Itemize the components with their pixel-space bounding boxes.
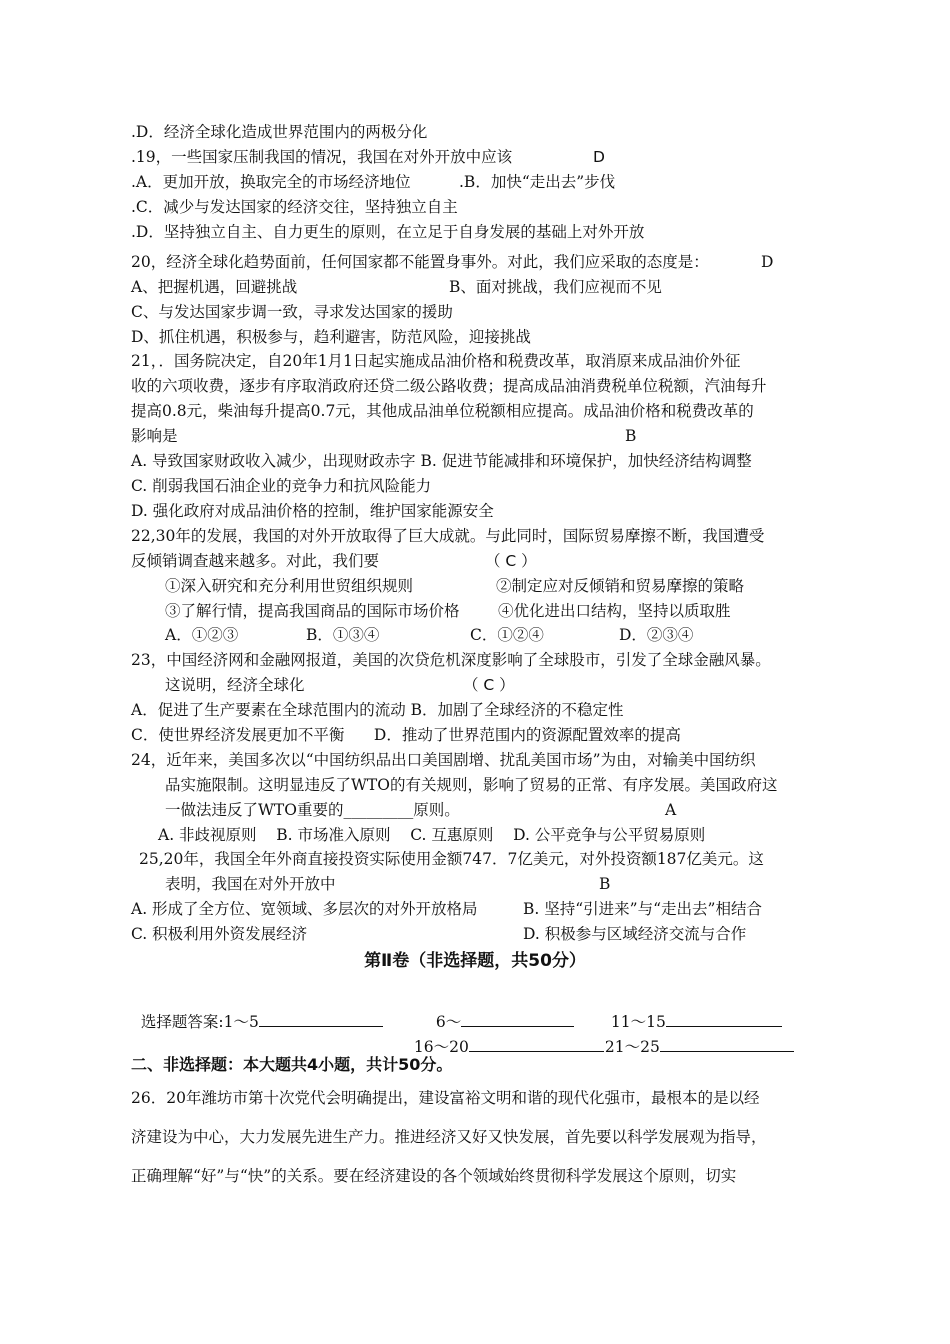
range-11-label: 11～15	[610, 1013, 666, 1031]
q26-line-1: 26．20年潍坊市第十次党代会明确提出，建设富裕文明和谐的现代化强市，最根本的是以经	[131, 1089, 760, 1107]
q23-answer: （ C ）	[463, 676, 515, 694]
q22-option-d: D．②③④	[619, 626, 694, 644]
q21-option-c: C. 削弱我国石油企业的竞争力和抗风险能力	[131, 477, 432, 495]
q23-line-2: 这说明，经济全球化	[165, 676, 305, 694]
q19-option-d: .D．坚持独立自主、自力更生的原则，在立足于自身发展的基础上对外开放	[131, 223, 645, 241]
q22-option-c: C．①②④	[470, 626, 544, 644]
q22-choice-4: ④优化进出口结构，坚持以质取胜	[498, 602, 731, 620]
q25-line-2: 表明，我国在对外开放中	[165, 875, 336, 893]
q22-option-b: B．①③④	[306, 626, 380, 644]
q20-stem: 20，经济全球化趋势面前，任何国家都不能置身事外。对此，我们应采取的态度是：	[131, 253, 709, 271]
answers-label: 选择题答案:1～5	[140, 1013, 259, 1031]
q21-line-2: 收的六项收费，逐步有序取消政府还贷二级公路收费；提高成品油消费税单位税额，汽油每升	[131, 377, 767, 395]
q21-line-3: 提高0.8元，柴油每升提高0.7元，其他成品油单位税额相应提高。成品油价格和税费改革的	[131, 402, 754, 420]
q23-option-cd: C．使世界经济发展更加不平衡 D．推动了世界范围内的资源配置效率的提高	[131, 726, 681, 744]
q18-option-d: .D．经济全球化造成世界范围内的两极分化	[131, 123, 428, 141]
part-two-title: 第Ⅱ卷（非选择题，共50分）	[364, 951, 586, 971]
q21-line-1: 21，．国务院决定，自20年1月1日起实施成品油价格和税费改革，取消原来成品油价外征	[131, 352, 741, 370]
q21-option-ab: A. 导致国家财政收入减少，出现财政赤字 B. 促进节能减排和环境保护，加快经济结构调整	[131, 452, 752, 470]
q21-line-4: 影响是	[131, 427, 178, 445]
q20-option-b: B、面对挑战，我们应视而不见	[449, 278, 662, 296]
q22-line-2: 反倾销调查越来越多。对此，我们要	[131, 552, 380, 570]
q26-line-3: 正确理解“好”与“快”的关系。要在经济建设的各个领域始终贯彻科学发展这个原则，切实	[131, 1167, 737, 1185]
q22-line-1: 22,30年的发展，我国的对外开放取得了巨大成就。与此同时，国际贸易摩擦不断，我国遭受	[131, 527, 765, 545]
q24-line-1: 24，近年来，美国多次以“中国纺织品出口美国剧增、扰乱美国市场”为由，对输美中国纺织	[131, 751, 756, 769]
q19-answer: D	[593, 148, 605, 166]
q22-choice-3: ③了解行情，提高我国商品的国际市场价格	[165, 602, 460, 620]
q21-answer: B	[625, 427, 637, 445]
q25-option-d: D. 积极参与区域经济交流与合作	[523, 925, 747, 943]
q19-option-b: .B．加快“走出去”步伐	[459, 173, 616, 191]
q25-line-1: 25,20年，我国全年外商直接投资实际使用金额747．7亿美元，对外投资额187亿美元。这	[139, 850, 764, 868]
q25-option-c: C. 积极利用外资发展经济	[131, 925, 308, 943]
q22-answer: （ C ）	[485, 552, 537, 570]
answers-row-1	[131, 990, 383, 1032]
q22-option-a: A．①②③	[165, 626, 239, 644]
q26-line-2: 济建设为中心，大力发展先进生产力。推进经济又好又快发展，首先要以科学发展观为指导，	[131, 1128, 767, 1146]
q23-option-ab: A．促进了生产要素在全球范围内的流动 B．加剧了全球经济的不稳定性	[131, 701, 624, 719]
q19-option-a: .A．更加开放，换取完全的市场经济地位	[131, 173, 411, 191]
q25-option-a: A. 形成了全方位、宽领域、多层次的对外开放格局	[131, 900, 478, 918]
q19-stem: .19，一些国家压制我国的情况，我国在对外开放中应该	[131, 148, 513, 166]
q21-option-d: D. 强化政府对成品油价格的控制，维护国家能源安全	[131, 502, 494, 520]
q23-line-1: 23，中国经济网和金融网报道，美国的次贷危机深度影响了全球股市，引发了全球金融风暴。	[131, 651, 771, 669]
answers-range-21	[595, 1015, 794, 1057]
q25-answer: B	[599, 875, 611, 893]
q20-option-a: A、把握机遇，回避挑战	[131, 278, 298, 296]
range-21-label: 21～25	[604, 1038, 660, 1056]
answer-blank-16-20[interactable]	[469, 1035, 604, 1052]
answer-blank-21-25[interactable]	[660, 1035, 794, 1052]
q24-line-2: 品实施限制。这明显违反了WTO的有关规则，影响了贸易的正常、有序发展。美国政府这	[165, 776, 778, 794]
q22-choice-1: ①深入研究和充分利用世贸组织规则	[165, 577, 414, 595]
q24-answer: A	[665, 801, 677, 819]
q25-option-b: B. 坚持“引进来”与“走出去”相结合	[523, 900, 762, 918]
q24-line-3: 一做法违反了WTO重要的_________原则。	[165, 801, 460, 819]
range-6-label: 6～	[435, 1013, 462, 1031]
answer-blank-1-5[interactable]	[259, 1010, 383, 1027]
q22-choice-2: ②制定应对反倾销和贸易摩擦的策略	[496, 577, 745, 595]
q19-option-c: .C．减少与发达国家的经济交往，坚持独立自主	[131, 198, 458, 216]
section-heading: 二、非选择题：本大题共4小题，共计50分。	[131, 1055, 453, 1074]
q24-options: A. 非歧视原则 B. 市场准入原则 C. 互惠原则 D. 公平竞争与公平贸易原则	[158, 826, 706, 844]
range-16-label: 16～20	[413, 1038, 469, 1056]
answers-range-16	[404, 1015, 604, 1057]
q20-option-d: D、抓住机遇，积极参与，趋利避害，防范风险，迎接挑战	[131, 328, 531, 346]
q20-option-c: C、与发达国家步调一致，寻求发达国家的援助	[131, 303, 453, 321]
q20-answer: D	[761, 253, 774, 271]
